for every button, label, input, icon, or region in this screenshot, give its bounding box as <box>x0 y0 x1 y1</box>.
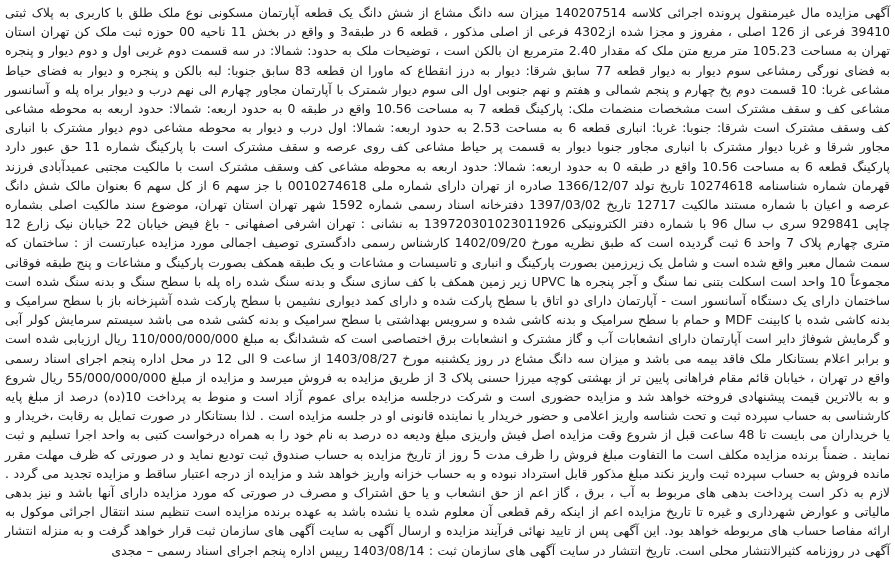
notice-body-text: آگهی مزایده مال غیرمنقول پرونده اجرائی کلاسه 140207514 میزان سه دانگ مشاع از شش دانگ یک قطعه آپارتمان مسکونی نوع ملک طلق با کاربری به پلاک ثبتی 39410 فرعی از 126 اصلی ، مفروز و مجزا شده از4302 فرعی از اصلی مذکور ، قطعه 6 در طبقه3 و واقع در بخش 11 ناحیه 00 حوزه ثبت ملک کن تهران استان تهران به مساحت 105.23 متر مربع متن ملک که مقدار 2.40 مترمربع ان بالکن است ، توضیحات ملک به حدود: شمالا: در سه قسمت دوم غربی اول و دوم دیوار و پنجره به فضای نورگی رمشاعی سوم دیوار به دیوار قطعه 77 سابق شرقا: دیوار به درز انقطاع که ماورا ان قطعه 83 سابق جنوبا: لبه بالکن و پنجره و دیوار به فضای حیاط مشاعی غربا: 10 قسمت دوم پخ چهارم و پنجم شمالی و هفتم و نهم جنوبی اول الی سوم دیوار شمترک با آپارتمان مجاور چهارم الی نهم درب و دیوار براه پله و آسانسور مشاعی کف و سقف مشترک است مشخصات منضمات ملک: پارکینگ قطعه 7 به مساحت 10.56 واقع در طبقه 0 به حدود اربعه: شمالا: حدود اربعه به محوطه مشاعی کف وسقف مشترک است شرقا: جنوبا: غربا: انباری قطعه 6 به مساحت 2.53 به حدود اربعه: شمالا: اول درب و دیوار به محوطه مشاعی دوم دیوار مشترک با انباری مجاور شرقا و غربا دیوار مشترک با انباری مجاور جنوبا دیوار به قسمت پر حیاط مشاعی کف روی عرصه و سقف مشترک است با پارکینگ شماره 11 حق عبور دارد پارکینگ قطعه 6 به مساحت 10.56 واقع در طبقه 0 به حدود اربعه: شمالا: حدود اربعه به محوطه مشاعی کف وسقف مشترک است با مالکیت مجتبی عمیدآبادی فرزند قهرمان شماره شناسنامه 10274618 تاریخ تولد 1366/12/07 صادره از تهران دارای شماره ملی 0010274618 با جز سهم 6 از کل سهم 6 بعنوان مالک شش دانگ عرصه و اعیان با شماره مستند مالکیت 12717 تاریخ 1397/03/02 دفترخانه اسناد رسمی شماره 1592 شهر تهران استان تهران، موضوع سند مالکیت اصلی بشماره چاپی 929841 سری ب سال 96 با شماره دفتر الکترونیکی 139720301023011926 به نشانی : تهران اشرفی اصفهانی - باغ فیض خیابان 22 خیابان نیک زارع 12 متری چهارم پلاک 7 واحد 6 ثبت گردیده است که طبق نظریه مورخ 1402/09/20 کارشناس رسمی دادگستری توصیف اجمالی مورد مزایده عبارتست از : ساختمان که سمت شمال معبر واقع شده است و شامل یک زیرزمین بصورت پارکینگ و انباری و تاسیسات و مشاعات و یک طبقه همکف بصورت پارکینگ و مشاعات و پنج طبقه فوقانی مجموعاً 10 واحد است اسکلت بتنی نما سنگ و آجر پنجره ها UPVC زیر زمین همکف با کف سازی سنگ و بدنه سنگ شده راه پله با سطح سنگ و بدنه سنگ شده است ساختمان دارای یک دستگاه آسانسور است - آپارتمان دارای دو اتاق با سطح پارکت شده و دارای کمد دیواری نشیمن با سطح پارکت شده آشپزخانه باز با سطح سرامیک و بدنه کاشی شده با کابینت MDF و حمام با سطح سرامیک و بدنه کاشی شده و سرویس بهداشتی با سطح سرامیک و بدنه کشی شده می باشد سیستم سرمایش کولر آبی و گرمایش شوفاژ دایر است آپارتمان دارای انشعابات آب و گاز مشترک و انشعابات برق اختصاصی است که ششدانگ به مبلغ 110/000/000/000 ریال ارزیابی شده است و برابر اعلام بستانکار ملک فاقد بیمه می باشد و میزان سه دانگ مشاع در روز یکشنبه مورخ 1403/08/27 از ساعت 9 الی 12 در محل اداره پنجم اجرای اسناد رسمی واقع در تهران ، خیابان قائم مقام فراهانی پایین تر از بهشتی کوچه میرزا حسنی پلاک 3 از طریق مزایده به فروش میرسد و مزایده از مبلغ 55/000/000/000 ریال شروع و به بالاترین قیمت پیشنهادی فروخته خواهد شد و مزایده حضوری است و شرکت درجلسه مزایده برای عموم آزاد است و منوط به پرداخت 10(ده) درصد از مبلغ پایه کارشناسی به حساب سپرده ثبت و تحت شناسه واریز اعلامی و حضور خریدار یا نماینده قانونی او در جلسه مزایده است . لذا بستانکار در صورت تمایل به رقابت ،خریدار و یا خریداران می بایست تا 48 ساعت قبل از شروع وقت مزایده اصل فیش واریزی مبلغ ودیعه ده درصد به نام خود را به همراه درخواست کتبی به واحد اجرا تسلیم و ثبت نمایند . ضمناً برنده مزایده مکلف است ما التفاوت مبلغ فروش را ظرف مدت 5 روز از تاریخ مزایده به حساب صندوق ثبت تودیع نماید و در صورتی که ظرف مهلت مقرر مانده فروش به حساب سپرده ثبت واریز نکند مبلغ مذکور قابل استرداد نبوده و به حساب خزانه واریز خواهد شد و مزایده از درجه اعتبار ساقط و مزایده تجدید می گردد . لازم به ذکر است پرداخت بدهی های مربوط به آب ، برق ، گاز اعم از حق انشعاب و یا حق اشتراک و مصرف در صورتی که مورد مزایده دارای آنها باشد و نیز بدهی مالیاتی و عوارض شهرداری و غیره تا تاریخ مزایده اعم از اینکه رقم قطعی آن معلوم شده یا نشده باشد به عهده برنده مزایده است تنظیم سند انتقال اجرائی موکول به ارائه مفاصا حساب های مربوطه خواهد بود. این آگهی پس از تایید نهائی فرآیند مزایده و ارسال آگهی به سایت آگهی های سازمان ثبت قرار خواهد گرفت و به منزله انتشار آگهی در روزنامه کثیرالانتشار محلی است. تاریخ انتشار در سایت آگهی های سازمان ثبت : 1403/08/14 رییس اداره پنجم اجرای اسناد رسمی – مجدی <box>5 5 891 558</box>
